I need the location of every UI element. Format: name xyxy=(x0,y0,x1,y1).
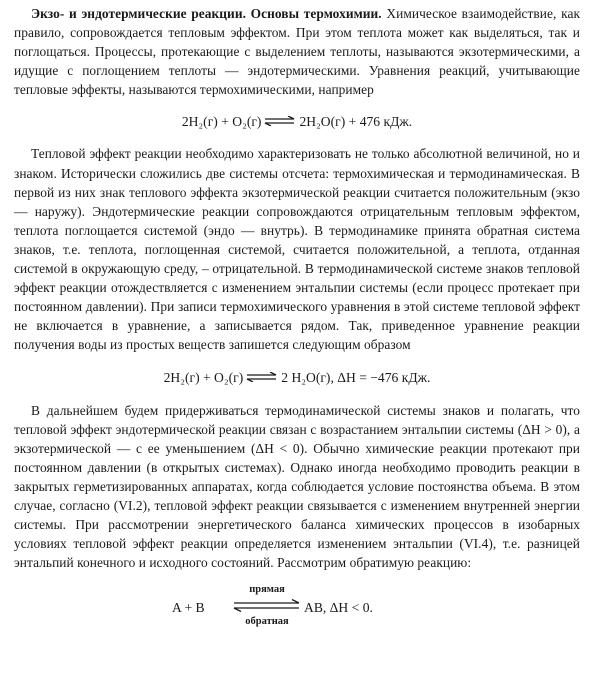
equation-water-synthesis-thermochemical xyxy=(14,112,580,131)
equilibrium-arrow-icon xyxy=(264,116,296,126)
equilibrium-arrow-icon xyxy=(246,372,278,382)
equation-water-synthesis-thermodynamic xyxy=(14,368,580,387)
textbook-page xyxy=(14,4,580,634)
equation2-lhs: 2H₂(г) + O₂(г) xyxy=(163,369,244,385)
arrow-label-forward: прямая xyxy=(249,584,285,596)
equation3-rhs: AB, ΔH < 0. xyxy=(304,600,373,616)
paragraph-enthalpy: В дальнейшем будем придерживаться термодинамической системы знаков и полагать, что тепловой эффект эндотермической реакции связан с возрастанием энтальпии системы (ΔH > 0), а экзотермической — с ее уменьшением (ΔH < 0). Обычно химические реакции протекают при постоянном давлении (в открытых системах). Однако иногда необходимо проводить реакции в закрытых герметизированных аппаратах, когда соблюдается условие постоянства объема. В этом случае, согласно (VI.2), тепловой эффект реакции связывается с изменением внутренней энергии системы. При рассмотрении энергетического баланса химических процессов в изобарных условиях тепловой эффект реакции определяется изменением энтальпии (VI.4), т.е. разницей энтальпий конечного и исходного состояний. Рассмотрим обратимую реакцию: xyxy=(14,402,580,571)
equation1-lhs: 2H₂(г) + O₂(г) xyxy=(181,114,262,130)
equation-reversible-reaction xyxy=(14,584,580,634)
equation3-lhs: A + B xyxy=(172,600,205,616)
paragraph-intro xyxy=(14,4,580,99)
intro-text: Химическое взаимодействие, как правило, сопровождается тепловым эффектом. При этом теплота может как выделяться, так и поглощаться. Процессы, протекающие с выделением теплоты, называются экзотермическими, а идущие с поглощением теплоты — эндотермическими. Уравнения реакций, учитывающие тепловые эффекты, называются термохимическими, например xyxy=(14,6,580,98)
equation2-rhs: 2 H₂O(г), ΔH = −476 кДж. xyxy=(281,369,431,385)
paragraph-sign-systems: Тепловой эффект реакции необходимо характеризовать не только абсолютной величиной, но и знаком. Исторически сложились две системы отсчета: термохимическая и термодинамическая. В первой из них знак теплового эффекта экзотермической реакции считается положительным (экзо — наружу). Эндотермические реакции сопровождаются отрицательным тепловым эффектом, теплота поглощается системой (эндо — внутрь). В термодинамике принята обратная система знаков, т.е. теплота, поглощенная системой, считается положительной, а теплота, отданная системой в окружающую среду, – отрицательной. В термодинамической системе знаков тепловой эффект реакции отождествляется с изменением энтальпии системы (если процесс протекает при постоянном давлении). При записи термохимического уравнения в этой системе тепловой эффект не включается в уравнение, а записывается рядом. Так, приведенное уравнение реакции получения воды из простых веществ запишется следующим образом xyxy=(14,146,580,353)
equilibrium-arrow-icon xyxy=(232,599,302,613)
section-title: Экзо- и эндотермические реакции. Основы термохимии. xyxy=(31,6,382,21)
arrow-label-reverse: обратная xyxy=(245,616,289,628)
equation1-rhs: 2H₂O(г) + 476 кДж. xyxy=(299,114,413,130)
reversible-arrow xyxy=(232,584,302,634)
